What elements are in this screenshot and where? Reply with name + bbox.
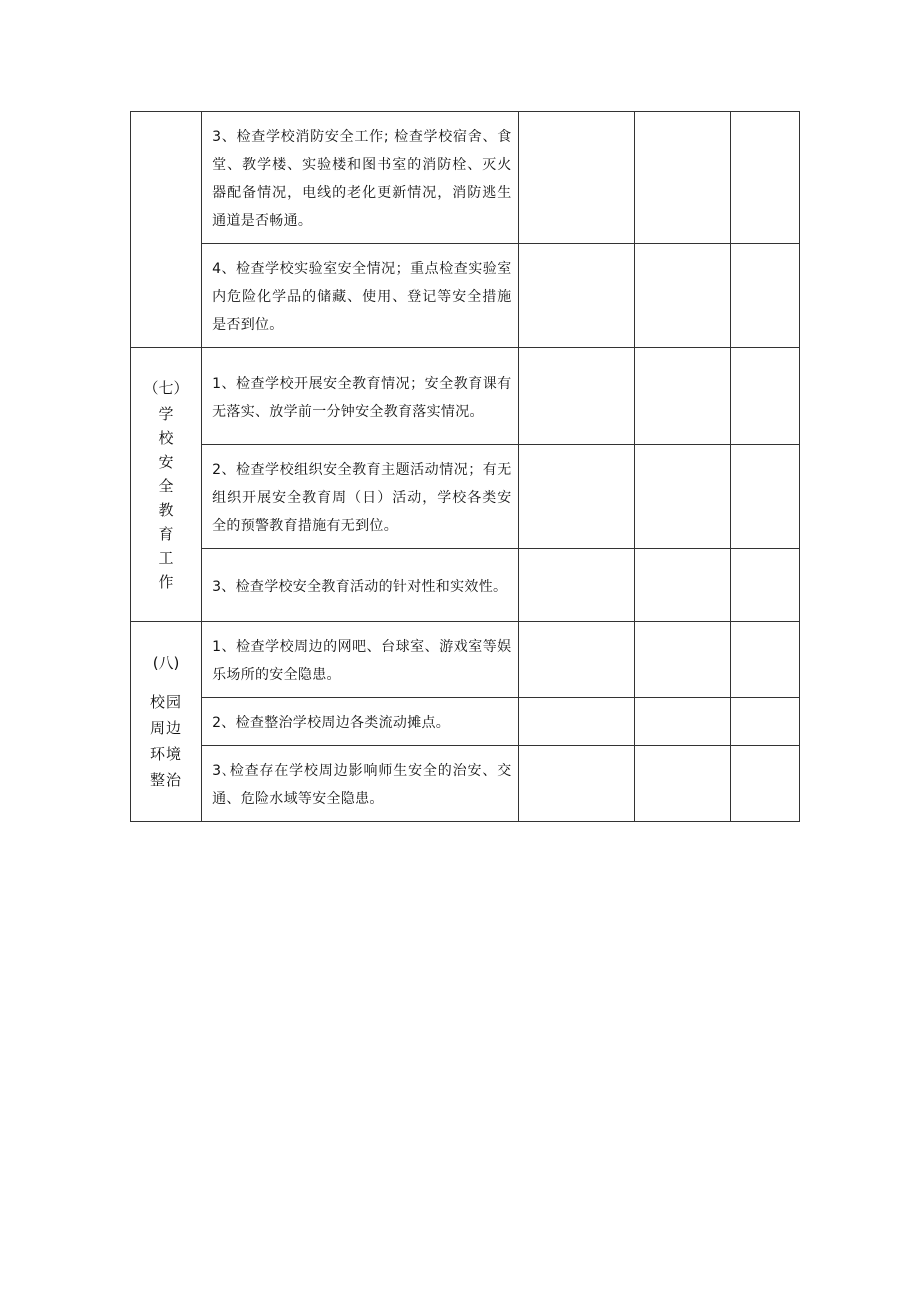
item-fire-safety: 3、检查学校消防安全工作; 检查学校宿舍、食堂、教学楼、实验楼和图书室的消防栓、灭火器配备情况，电线的老化更新情况，消防逃生通道是否畅通。 xyxy=(202,112,518,244)
item-street-vendors: 2、检查整治学校周边各类流动摊点。 xyxy=(202,698,518,746)
result-cell xyxy=(518,622,634,698)
inspection-table xyxy=(130,111,800,822)
score-cell xyxy=(634,445,730,549)
table-row xyxy=(131,244,800,348)
table-row xyxy=(131,698,800,746)
item-public-security-hazards: 3､检查存在学校周边影响师生安全的治安、交通、危险水域等安全隐患。 xyxy=(202,746,518,822)
item-theme-activities: 2、检查学校组织安全教育主题活动情况；有无组织开展安全教育周（日）活动，学校各类安全的预警教育措施有无到位。 xyxy=(202,445,518,549)
result-cell xyxy=(518,445,634,549)
result-cell xyxy=(518,244,634,348)
remark-cell xyxy=(730,622,799,698)
result-cell xyxy=(518,746,634,822)
table-row xyxy=(131,549,800,622)
category-cell-seven xyxy=(131,348,202,622)
score-cell xyxy=(634,348,730,445)
result-cell xyxy=(518,698,634,746)
score-cell xyxy=(634,698,730,746)
table-row xyxy=(131,348,800,445)
score-cell xyxy=(634,746,730,822)
result-cell xyxy=(518,348,634,445)
category-number: (八) xyxy=(152,653,180,672)
table-row xyxy=(131,445,800,549)
result-cell xyxy=(518,549,634,622)
score-cell xyxy=(634,112,730,244)
table-row xyxy=(131,622,800,698)
result-cell xyxy=(518,112,634,244)
category-title: 校园周边环境整治 xyxy=(150,692,183,789)
category-number: （七） xyxy=(143,378,189,397)
score-cell xyxy=(634,244,730,348)
score-cell xyxy=(634,549,730,622)
category-title: 学校安全教育工作 xyxy=(158,404,184,591)
remark-cell xyxy=(730,112,799,244)
item-entertainment-venues: 1、检查学校周边的网吧、台球室、游戏室等娱乐场所的安全隐患。 xyxy=(202,622,518,698)
table-row xyxy=(131,746,800,822)
category-cell-continued xyxy=(131,112,202,348)
remark-cell xyxy=(730,698,799,746)
remark-cell xyxy=(730,348,799,445)
score-cell xyxy=(634,622,730,698)
remark-cell xyxy=(730,549,799,622)
item-education-effectiveness: 3、检查学校安全教育活动的针对性和实效性。 xyxy=(202,549,518,622)
remark-cell xyxy=(730,746,799,822)
item-safety-education: 1、检查学校开展安全教育情况；安全教育课有无落实、放学前一分钟安全教育落实情况。 xyxy=(202,348,518,445)
category-cell-eight xyxy=(131,622,202,822)
item-lab-safety: 4、检查学校实验室安全情况；重点检查实验室内危险化学品的储藏、使用、登记等安全措施是否到位。 xyxy=(202,244,518,348)
remark-cell xyxy=(730,445,799,549)
remark-cell xyxy=(730,244,799,348)
table-row xyxy=(131,112,800,244)
